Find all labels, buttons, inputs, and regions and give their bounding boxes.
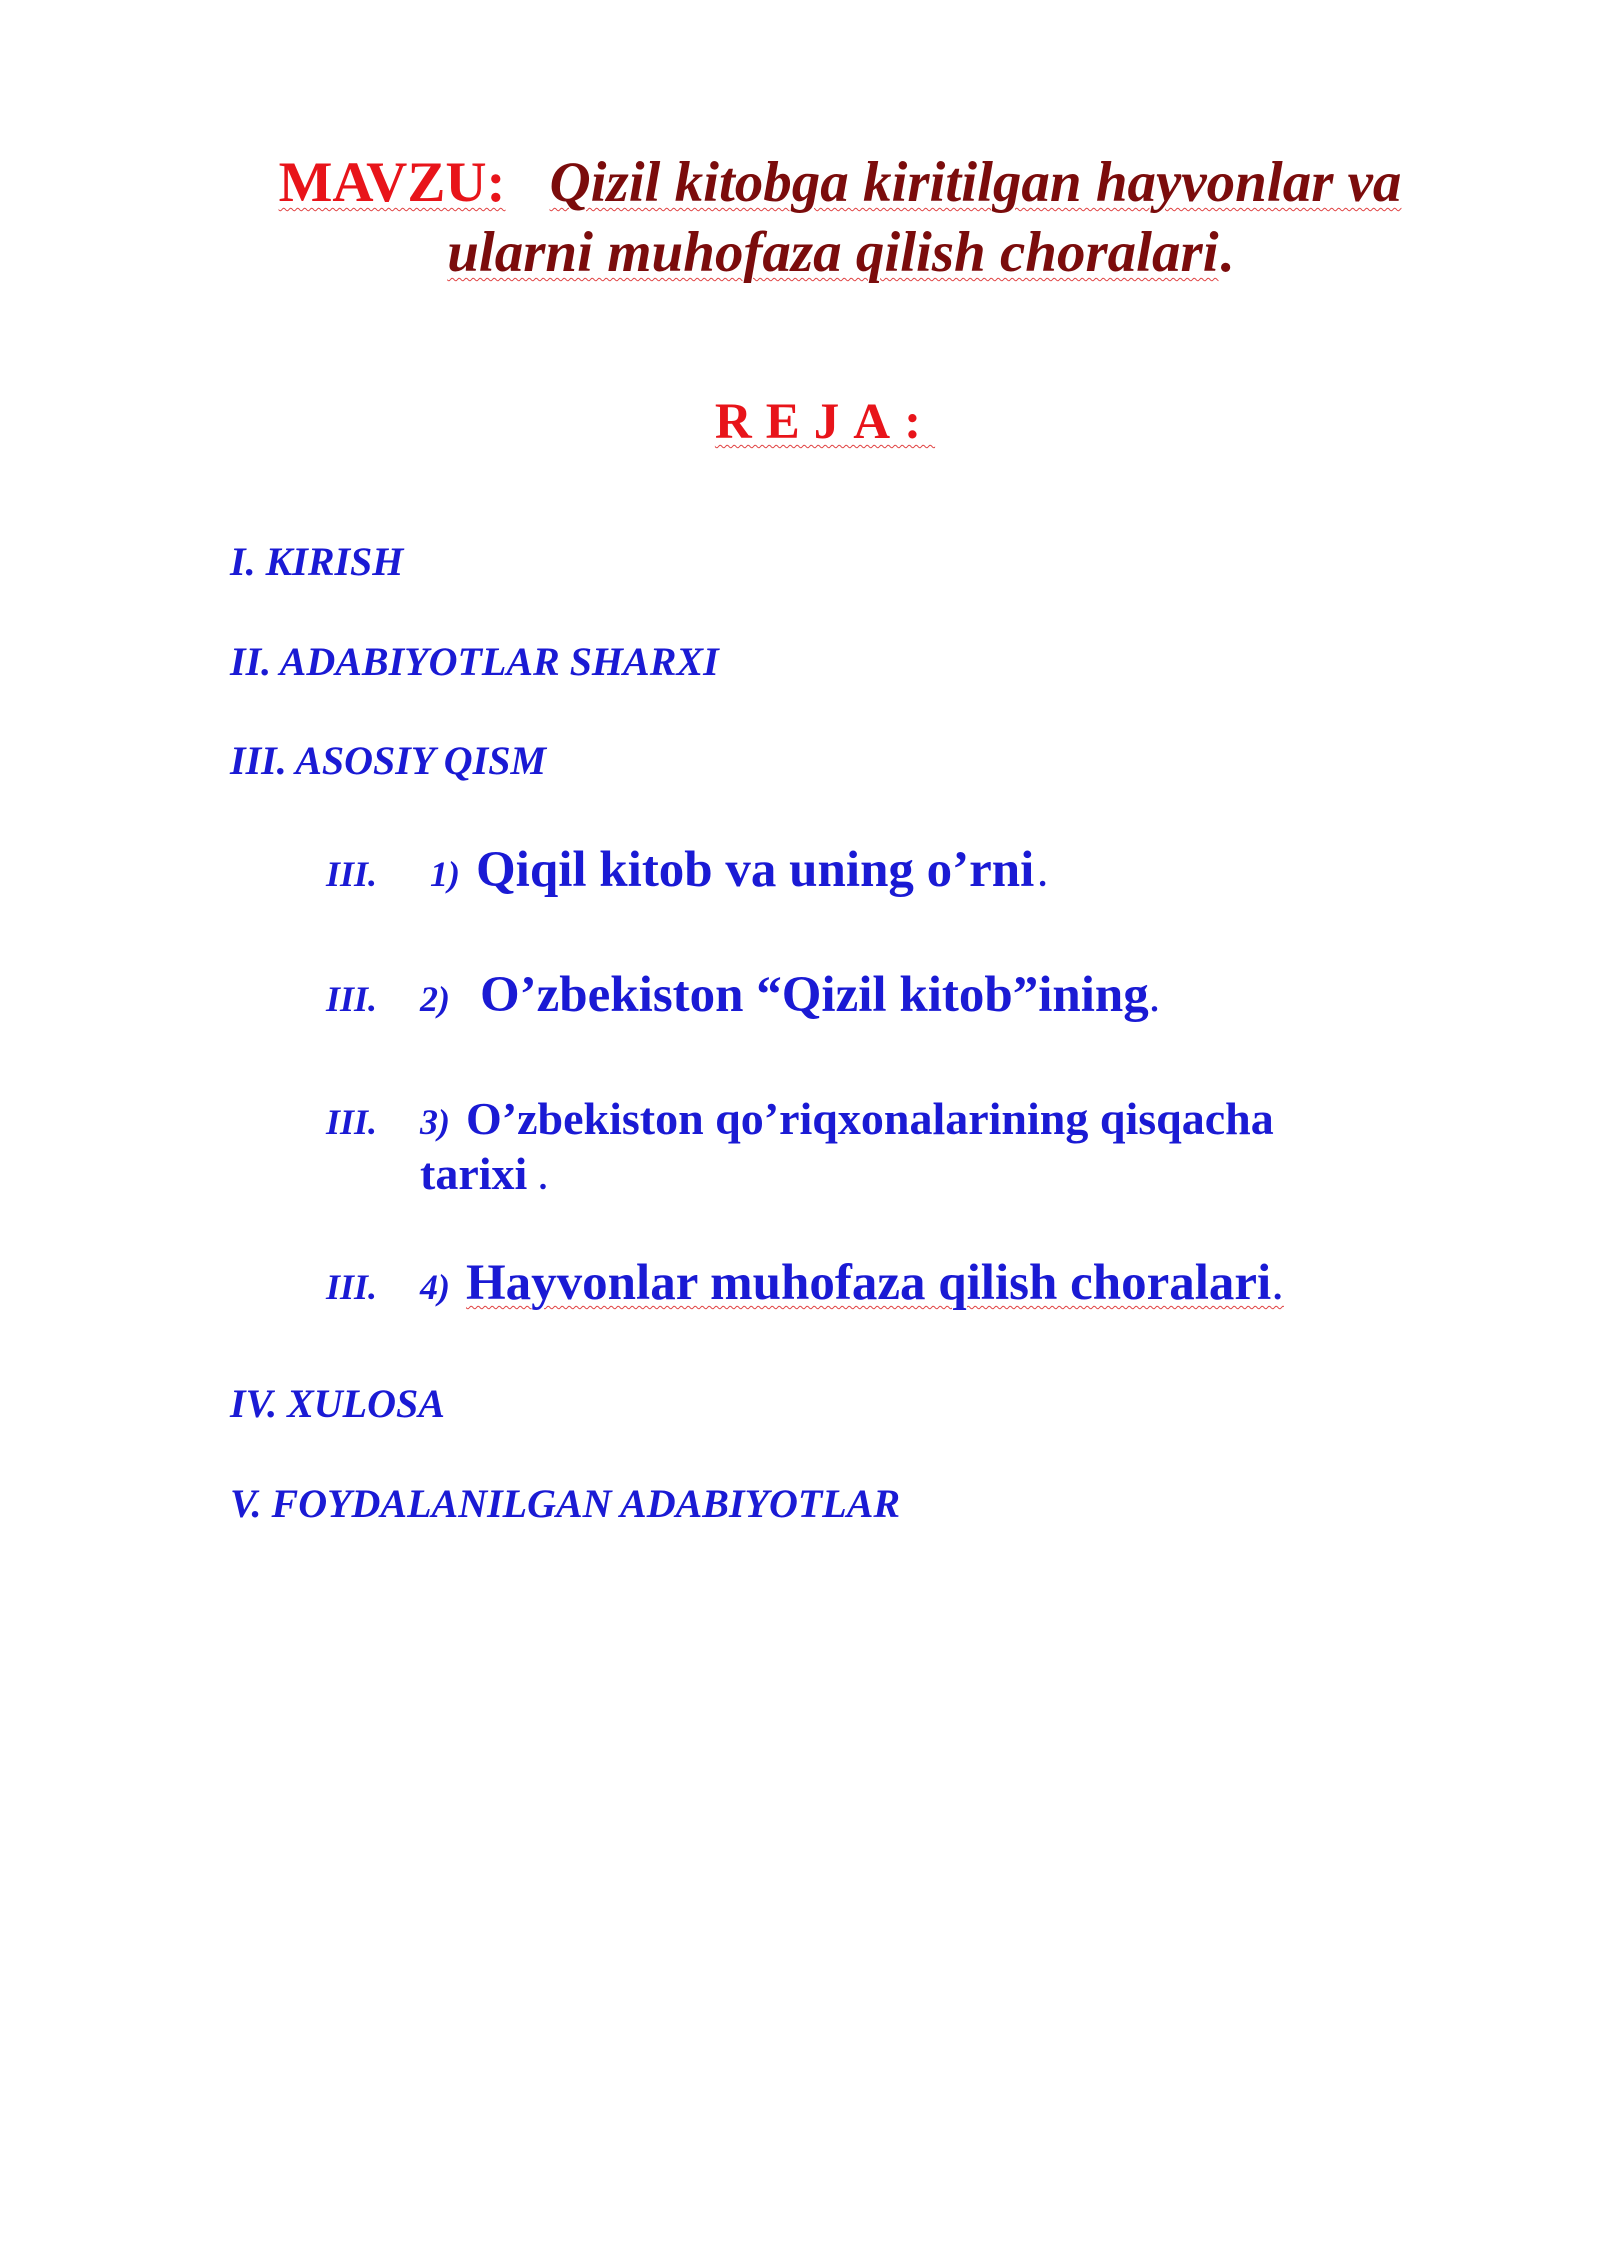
subitem-text: Qiqil kitob va uning o’rni xyxy=(476,842,1035,898)
plan-heading-text: REJA: xyxy=(714,394,936,450)
plan-item-introduction: I. KIRISH xyxy=(230,539,404,584)
subitem-text: Hayvonlar muhofaza qilish choralari xyxy=(466,1255,1272,1311)
subitem-number: 1) xyxy=(430,854,460,894)
plan-subitem-2 xyxy=(326,965,1160,1037)
plan-subitem-1 xyxy=(326,840,1047,912)
topic-text-line-1: Qizil kitobga kiritilgan hayvonlar va xyxy=(549,151,1402,214)
subitem-prefix: III. xyxy=(326,1267,378,1307)
topic-label: MAVZU: xyxy=(278,151,506,214)
subitem-number: 4) xyxy=(420,1267,450,1307)
plan-heading xyxy=(0,392,1600,452)
subitem-tail: . xyxy=(538,1160,548,1197)
plan-subitem-4 xyxy=(326,1253,1284,1325)
plan-item-main-part: III. ASOSIY QISM xyxy=(230,738,547,783)
subitem-text-continued: tarixi xyxy=(420,1148,528,1199)
subitem-tail: . xyxy=(1271,1255,1284,1311)
topic-title-line-2 xyxy=(200,218,1480,288)
subitem-prefix: III. xyxy=(326,979,378,1019)
subitem-text: O’zbekiston qo’riqxonalarining qisqacha xyxy=(466,1093,1274,1144)
subitem-text: O’zbekiston “Qizil kitob”ining xyxy=(480,967,1149,1023)
subitem-tail: . xyxy=(1038,857,1047,894)
plan-subitem-3-continuation xyxy=(420,1148,547,1205)
subitem-tail: . xyxy=(1148,970,1161,1021)
topic-text-line-2: ularni muhofaza qilish choralari xyxy=(447,221,1219,284)
topic-title-line-1 xyxy=(200,148,1480,218)
subitem-prefix: III. xyxy=(326,854,378,894)
subitem-prefix: III. xyxy=(326,1102,378,1142)
topic-period: . xyxy=(1218,221,1233,284)
plan-subitem-3 xyxy=(326,1093,1274,1156)
topic-title xyxy=(200,148,1480,288)
plan-item-references: V. FOYDALANILGAN ADABIYOTLAR xyxy=(230,1481,901,1526)
plan-item-conclusion: IV. XULOSA xyxy=(230,1381,445,1426)
subitem-number: 3) xyxy=(420,1102,450,1142)
subitem-number: 2) xyxy=(420,979,450,1019)
plan-item-literature-review: II. ADABIYOTLAR SHARXI xyxy=(230,639,719,684)
